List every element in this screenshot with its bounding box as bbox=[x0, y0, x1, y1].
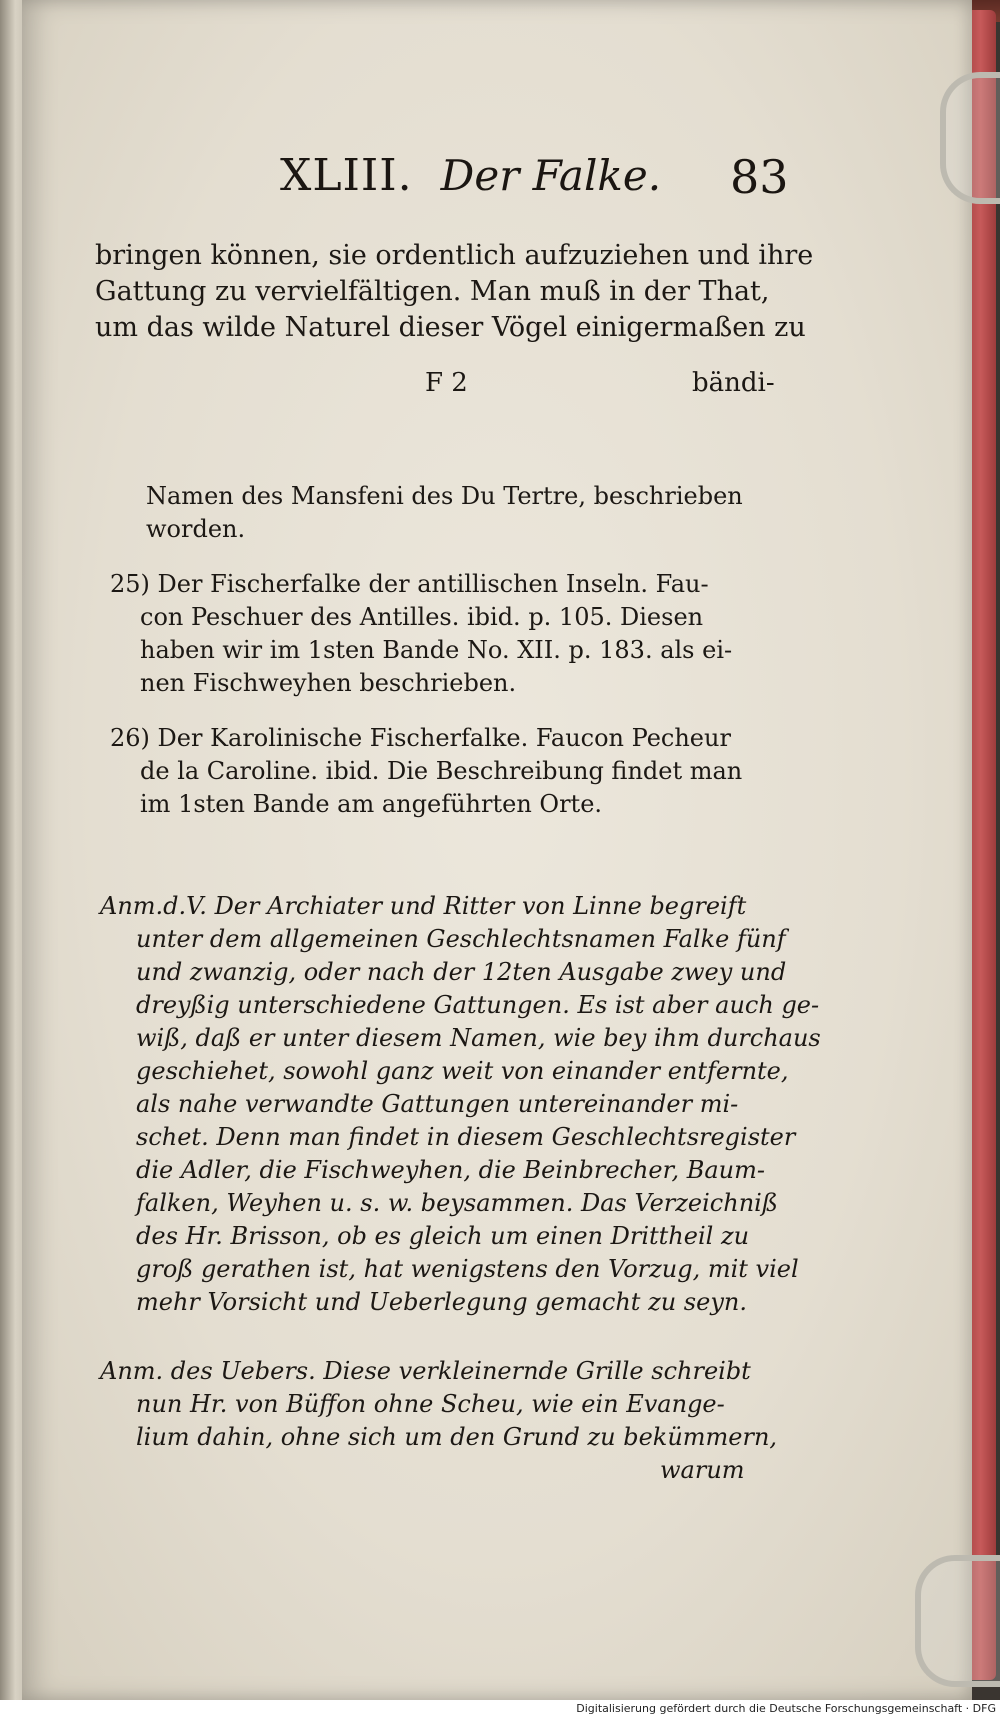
page-footer-line bbox=[80, 368, 800, 404]
footnote-25 bbox=[110, 568, 780, 700]
left-page-strip bbox=[0, 0, 22, 1717]
note-line: im 1sten Bande am angeführten Orte. bbox=[140, 790, 603, 818]
footer-band bbox=[0, 1700, 520, 1717]
note-line: de la Caroline. ibid. Die Beschreibung findet man bbox=[140, 757, 743, 785]
catchword-bottom: warum bbox=[660, 1456, 745, 1484]
catchword: bändi- bbox=[692, 368, 775, 398]
anm-line: dreyßig unterschiedene Gattungen. Es ist aber auch ge- bbox=[136, 991, 820, 1019]
page-clip-top-icon bbox=[940, 72, 1000, 204]
note-line: 25) Der Fischerfalke der antillischen Inseln. Fau- bbox=[110, 570, 709, 598]
page-clip-bottom-icon bbox=[915, 1555, 1000, 1687]
note-line: Namen des Mansfeni des Du Tertre, beschrieben bbox=[146, 482, 743, 510]
note-line: worden. bbox=[146, 515, 246, 543]
anm-line: nun Hr. von Büffon ohne Scheu, wie ein Evange- bbox=[136, 1390, 725, 1418]
anm-line: schet. Denn man findet in diesem Geschlechtsregister bbox=[136, 1123, 796, 1151]
footnote-26 bbox=[110, 722, 780, 821]
footnote-continuation bbox=[110, 480, 780, 546]
note-line: con Peschuer des Antilles. ibid. p. 105. Diesen bbox=[140, 603, 704, 631]
anm-line: und zwanzig, oder nach der 12ten Ausgabe zwey und bbox=[136, 958, 787, 986]
page-number: 83 bbox=[730, 150, 789, 204]
footnotes bbox=[110, 480, 780, 843]
note-line: 26) Der Karolinische Fischerfalke. Faucon Pecheur bbox=[110, 724, 731, 752]
anm-line: mehr Vorsicht und Ueberlegung gemacht zu seyn. bbox=[136, 1288, 747, 1316]
note-line: haben wir im 1sten Bande No. XII. p. 183. als ei- bbox=[140, 636, 733, 664]
anm-line: lium dahin, ohne sich um den Grund zu bekümmern, bbox=[136, 1423, 778, 1451]
chapter-title: Der Falke. bbox=[440, 151, 662, 200]
signature-mark: F 2 bbox=[425, 368, 468, 398]
running-header bbox=[95, 150, 795, 210]
text-line: um das wilde Naturel dieser Vögel einigermaßen zu bbox=[95, 312, 806, 343]
anm-line: Anm. des Uebers. Diese verkleinernde Grille schreibt bbox=[100, 1357, 751, 1385]
anm-line: des Hr. Brisson, ob es gleich um einen Drittheil zu bbox=[136, 1222, 750, 1250]
anm-line: geschiehet, sowohl ganz weit von einander entfernte, bbox=[136, 1057, 789, 1085]
text-line: bringen können, sie ordentlich aufzuziehen und ihre bbox=[95, 240, 814, 271]
chapter-number: XLIII. bbox=[280, 150, 413, 201]
author-annotation bbox=[100, 890, 821, 1319]
anm-line: wiß, daß er unter diesem Namen, wie bey ihm durchaus bbox=[136, 1024, 821, 1052]
anm-line: groß gerathen ist, hat wenigstens den Vorzug, mit viel bbox=[136, 1255, 799, 1283]
note-line: nen Fischweyhen beschrieben. bbox=[140, 669, 517, 697]
text-line: Gattung zu vervielfältigen. Man muß in der That, bbox=[95, 276, 770, 307]
digitization-credit: Digitalisierung gefördert durch die Deutsche Forschungsgemeinschaft · DFG bbox=[520, 1700, 1000, 1717]
anm-line: unter dem allgemeinen Geschlechtsnamen Falke fünf bbox=[136, 925, 786, 953]
page-edge bbox=[970, 10, 996, 1680]
main-text bbox=[95, 238, 814, 346]
anm-line: als nahe verwandte Gattungen untereinander mi- bbox=[136, 1090, 739, 1118]
translator-annotation bbox=[100, 1355, 790, 1487]
anm-line: Anm.d.V. Der Archiater und Ritter von Linne begreift bbox=[100, 892, 747, 920]
anm-line: die Adler, die Fischweyhen, die Beinbrecher, Baum- bbox=[136, 1156, 765, 1184]
anm-line: falken, Weyhen u. s. w. beysammen. Das Verzeichniß bbox=[136, 1189, 778, 1217]
